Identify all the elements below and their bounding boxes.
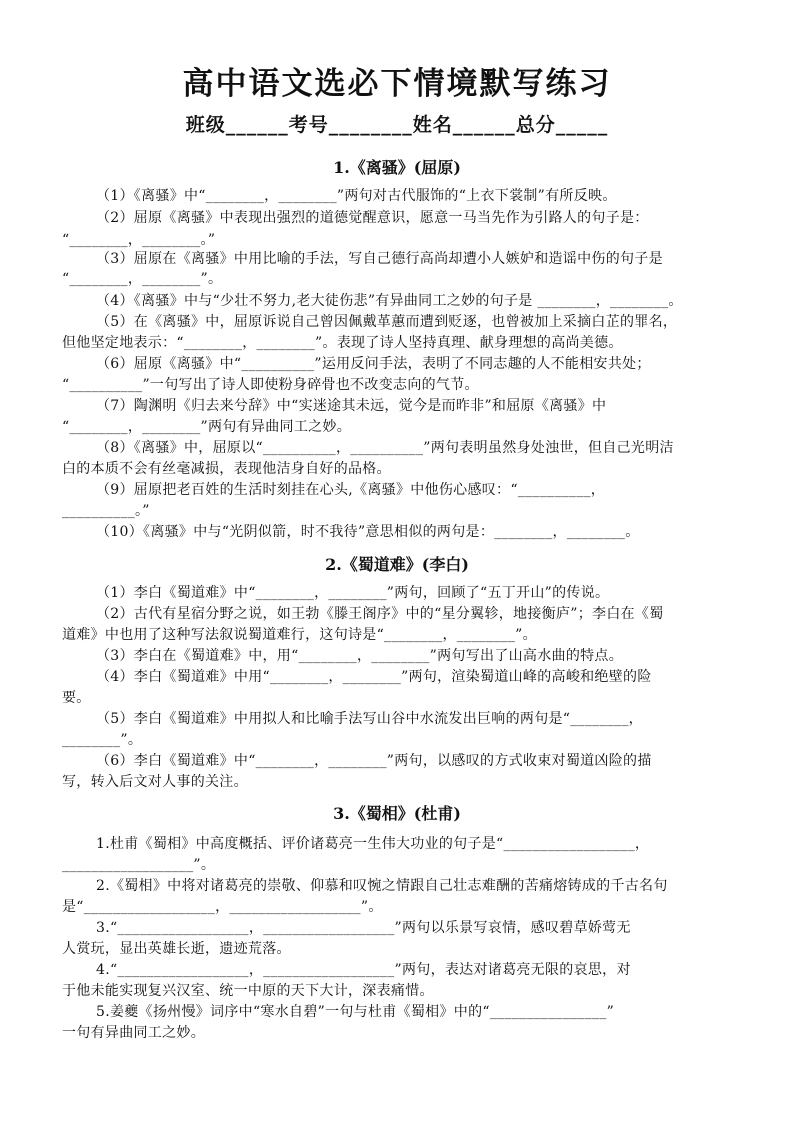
question-line: 要。 [62, 690, 91, 706]
section-heading-shudaonan: 2.《蜀道难》(李白) [325, 555, 469, 574]
question-line: 一句有异曲同工之妙。 [62, 1025, 205, 1041]
question-line: 1.杜甫《蜀相》中高度概括、评价诸葛亮一生伟大功业的句子是“__________________， [96, 836, 650, 852]
question-line: 于他未能实现复兴汉室、统一中原的天下大计，深表痛惜。 [62, 983, 434, 999]
question-line: （1）李白《蜀道难》中“________，________”两句，回顾了“五丁开山”的传说。 [96, 585, 610, 601]
question-line: （7）陶渊明《归去来兮辞》中“实迷途其未远，觉今是而昨非”和屈原《离骚》中 [96, 398, 607, 414]
question-line: 道难》中也用了这种写法叙说蜀道难行，这句诗是“________，________”。 [62, 627, 537, 643]
question-line: “________，________”两句有异曲同工之妙。 [62, 419, 352, 435]
question-line: __________。” [62, 503, 150, 519]
question-line: （3）李白在《蜀道难》中，用“________，________”两句写出了山高水曲的特点。 [96, 648, 624, 664]
question-line: 4.“__________________，__________________”两句，表达对诸葛亮无限的哀思，对 [96, 962, 631, 978]
page-title: 高中语文选必下情境默写练习 [182, 66, 612, 102]
question-line: 3.“__________________，__________________”两句以乐景写哀情，感叹碧草娇莺无 [96, 920, 631, 936]
student-info-line: 班级______考号________姓名______总分_____ [185, 114, 609, 136]
question-line: “________，________。” [62, 232, 216, 248]
question-line: （3）屈原在《离骚》中用比喻的手法，写自己德行高尚却遭小人嫉妒和造谣中伤的句子是 [96, 251, 663, 267]
question-line: 但他坚定地表示：“________，________”。表现了诗人坚持真理、献身理想的高尚美德。 [62, 335, 623, 351]
question-line: “__________”一句写出了诗人即使粉身碎骨也不改变志向的气节。 [62, 377, 479, 393]
question-line: 是“__________________，__________________”。 [62, 899, 383, 915]
question-line: （8）《离骚》中，屈原以“__________，__________”两句表明虽然身处浊世，但自己光明洁 [96, 440, 674, 456]
question-line: （2）屈原《离骚》中表现出强烈的道德觉醒意识，愿意一马当先作为引路人的句子是： [96, 210, 649, 226]
question-line: （1）《离骚》中“________，________”两句对古代服饰的“上衣下裳制”有所反映。 [96, 188, 617, 204]
question-line: “________，________”。 [62, 271, 223, 287]
question-line: ________”。 [62, 732, 143, 748]
question-line: __________________”。 [62, 857, 216, 873]
section-heading-lisao: 1.《离骚》(屈原) [333, 158, 461, 177]
question-line: 2.《蜀相》中将对诸葛亮的崇敬、仰慕和叹惋之情跟自己壮志难酬的苦痛熔铸成的千古名句 [96, 878, 668, 894]
section-heading-shuxiang: 3.《蜀相》(杜甫) [333, 804, 461, 823]
question-line: （4）《离骚》中与“少壮不努力,老大徒伤悲”有异曲同工之妙的句子是 ________，________。 [96, 293, 683, 309]
question-line: （9）屈原把老百姓的生活时刻挂在心头,《离骚》中他伤心感叹：“__________， [96, 482, 606, 498]
question-line: （6）李白《蜀道难》中“________，________”两句，以感叹的方式收束对蜀道凶险的描 [96, 753, 652, 769]
question-line: 5.姜夔《扬州慢》词序中“寒水自碧”一句与杜甫《蜀相》中的“________________” [96, 1004, 615, 1020]
question-line: 人赏玩，显出英雄长逝，遗迹荒落。 [62, 941, 291, 957]
question-line: （4）李白《蜀道难》中用“________，________”两句，渲染蜀道山峰的高峻和绝壁的险 [96, 669, 652, 685]
question-line: 白的本质不会有丝毫减损，表现他洁身自好的品格。 [62, 461, 391, 477]
question-line: 写，转入后文对人事的关注。 [62, 774, 248, 790]
question-line: （10）《离骚》中与“光阴似箭，时不我待”意思相似的两句是：________，________。 [96, 524, 640, 540]
question-line: （6）屈原《离骚》中“__________”运用反问手法，表明了不同志趣的人不能相安共处； [96, 356, 651, 372]
question-line: （2）古代有星宿分野之说，如王勃《滕王阁序》中的“星分翼轸，地接衡庐”；李白在《蜀 [96, 606, 664, 622]
question-line: （5）在《离骚》中，屈原诉说自己曾因佩戴革蕙而遭到贬逐，也曾被加上采摘白芷的罪名， [96, 314, 678, 330]
question-line: （5）李白《蜀道难》中用拟人和比喻手法写山谷中水流发出巨响的两句是“________， [96, 711, 643, 727]
